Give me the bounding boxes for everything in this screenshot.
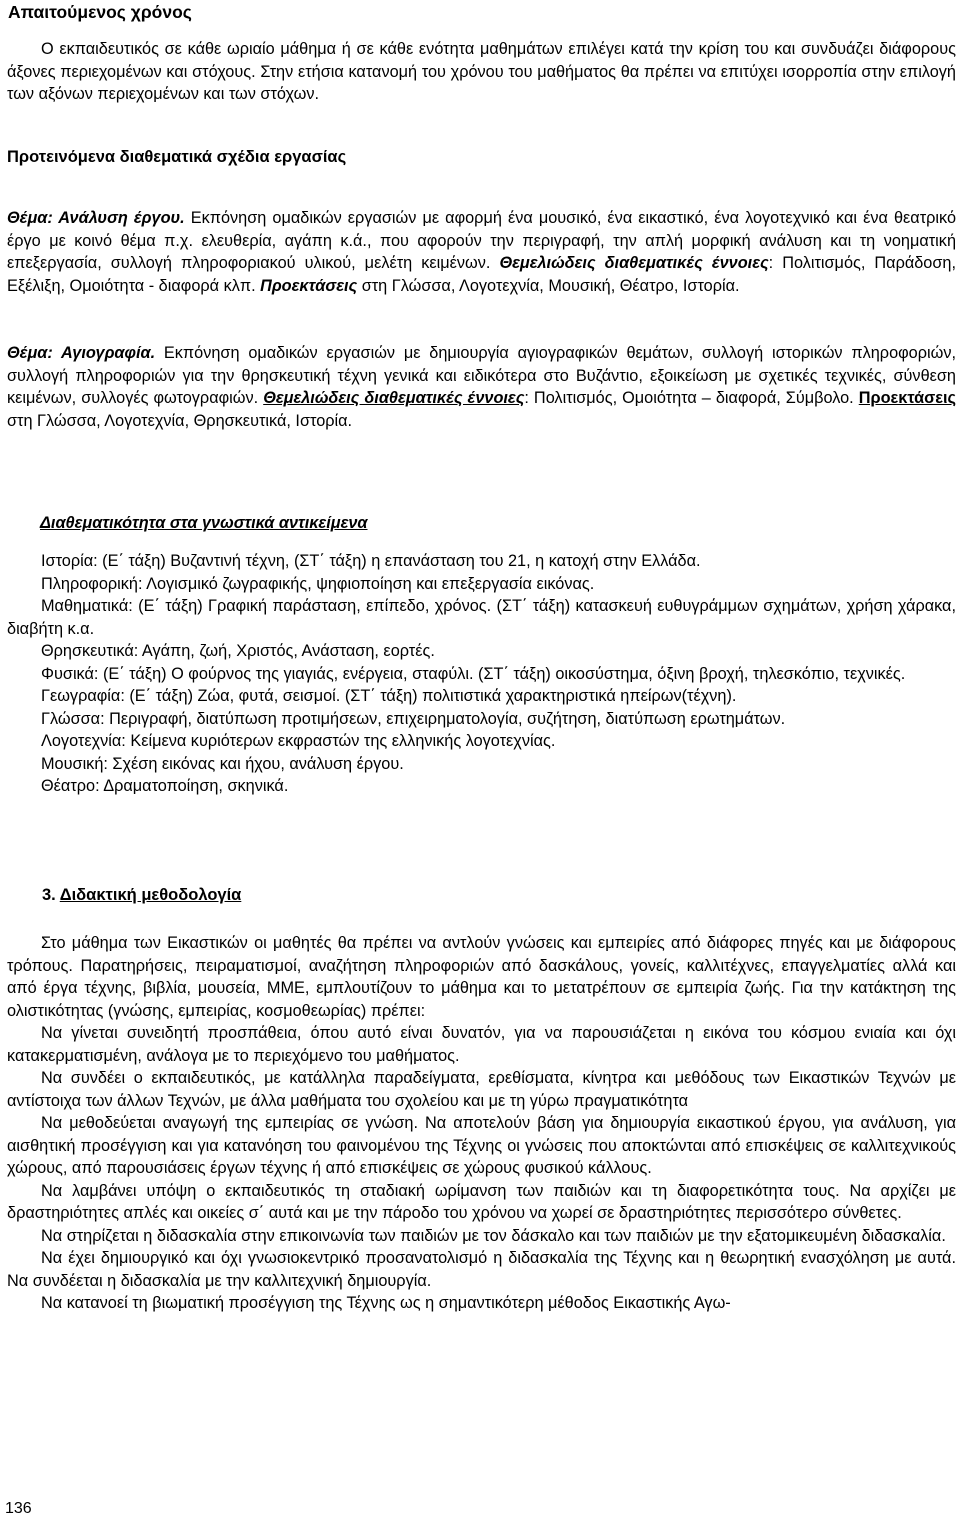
subjects-list [7, 550, 956, 798]
theme-analysis-ext-label: Προεκτάσεις [260, 276, 358, 295]
heading-method-title: Διδακτική μεθοδολογία [59, 886, 242, 904]
method-point: Να έχει δημιουργικό και όχι γνωσιοκεντρικό προσανατολισμό η διδασκαλία της Τέχνης και η θεωρητική ενασχόληση με αυτά. Να συνδέεται η διδασκαλία με την καλλιτεχνική δημιουργία. [7, 1249, 956, 1290]
method-point: Να συνδέει ο εκπαιδευτικός, με κατάλληλα παραδείγματα, ερεθίσματα, κίνητρα και μεθόδους των Εικαστικών Τεχνών με αντίστοιχα των άλλων Τεχνών, με άλλα μαθήματα του σχολείου και με τη γύρω πραγματικότητα [7, 1069, 956, 1110]
heading-required-time: Απαιτούμενος χρόνος [8, 2, 192, 22]
theme-iconography [7, 342, 956, 432]
theme-analysis-concepts: : Πολιτισμός, Παράδοση, Εξέλιξη, Ομοιότητα - διαφορά κλπ. [7, 254, 956, 295]
subject-physics: Φυσικά: (Ε΄ τάξη) Ο φούρνος της γιαγιάς, ενέργεια, σταφύλι. (ΣΤ΄ τάξη) οικοσύστημα, όξινη βροχή, τηλεσκόπιο, τεχνικές. [41, 664, 906, 683]
theme-analysis [7, 207, 956, 297]
heading-cross-curricular: Διαθεματικότητα στα γνωστικά αντικείμενα [40, 514, 368, 532]
subject-music: Μουσική: Σχέση εικόνας και ήχου, ανάλυση έργου. [41, 754, 404, 773]
subject-history: Ιστορία: (Ε΄ τάξη) Βυζαντινή τέχνη, (ΣΤ΄ τάξη) η επανάσταση του 21, η κατοχή στην Ελλάδα. [41, 552, 701, 570]
subject-literature: Λογοτεχνία: Κείμενα κυριότερων εκφραστών της ελληνικής λογοτεχνίας. [41, 732, 556, 750]
subject-geography: Γεωγραφία: (Ε΄ τάξη) Ζώα, φυτά, σεισμοί. (ΣΤ΄ τάξη) πολιτιστικά χαρακτηριστικά ηπείρων(τέχνη). [41, 687, 737, 705]
subject-mathematics: Μαθηματικά: (Ε΄ τάξη) Γραφική παράσταση, επίπεδο, χρόνος. (ΣΤ΄ τάξη) κατασκευή ευθυγράμμων σχημάτων, χρήση χάρακα, διαβήτη κ.α. [7, 597, 956, 638]
theme-iconography-concepts: : Πολιτισμός, Ομοιότητα – διαφορά, Σύμβολο. [524, 389, 859, 407]
theme-analysis-label: Θέμα: Ανάλυση έργου. [7, 209, 185, 227]
theme-iconography-concepts-label: Θεμελιώδεις διαθεματικές έννοιες [263, 389, 525, 407]
theme-analysis-ext: στη Γλώσσα, Λογοτεχνία, Μουσική, Θέατρο, Ιστορία. [357, 276, 740, 295]
subject-informatics: Πληροφορική: Λογισμικό ζωγραφικής, ψηφιοποίηση και επεξεργασία εικόνας. [41, 574, 595, 593]
theme-iconography-ext-label: Προεκτάσεις [858, 389, 956, 407]
heading-proposed-plans: Προτεινόμενα διαθεματικά σχέδια εργασίας [7, 148, 347, 166]
theme-iconography-label: Θέμα: Αγιογραφία. [7, 344, 156, 362]
method-intro: Στο μάθημα των Εικαστικών οι μαθητές θα πρέπει να αντλούν γνώσεις και εμπειρίες από διάφορες πηγές και με διάφορους τρόπους. Παρατηρήσεις, πειραματισμοί, αναζήτηση πληροφοριών από δασκάλους, γονείς, καλλιτέχνες, επαγγελματίες αλλά και από έργα τέχνης, βιβλία, μουσεία, ΜΜΕ, εμπλουτίζουν το μάθημα και το μετατρέπουν σε εμπειρία ζωής. Για την κατάκτηση της ολιστικότητας (γνώσης, εμπειρίας, κοσμοθεωρίας) πρέπει: [7, 934, 956, 1020]
page-number: 136 [5, 1500, 32, 1517]
method-point: Να γίνεται συνειδητή προσπάθεια, όπου αυτό είναι δυνατόν, για να παρουσιάζεται η εικόνα του κόσμου ενιαία και όχι κατακερματισμένη, ανάλογα με το περιεχόμενο του μαθήματος. [7, 1024, 956, 1065]
paragraph-time: Ο εκπαιδευτικός σε κάθε ωριαίο μάθημα ή σε κάθε ενότητα μαθημάτων επιλέγει κατά την κρίση του και συνδυάζει διάφορους άξονες περιεχομένων και στόχους. Στην ετήσια κατανομή του χρόνου του μαθήματος θα πρέπει να επιτύχει ισορροπία στην επιλογή των αξόνων περιεχομένων και των στόχων. [7, 40, 956, 103]
method-point: Να λαμβάνει υπόψη ο εκπαιδευτικός τη σταδιακή ωρίμανση των παιδιών και τη διαφορετικότητα τους. Να αρχίζει με δραστηριότητες απλές και οικείες σ΄ αυτά και με την πάροδο του χρόνου να χωρεί σε δραστηριότητες περισσότερο σύνθετες. [7, 1181, 956, 1222]
heading-teaching-method [42, 886, 241, 905]
heading-number: 3. [42, 886, 60, 904]
method-section [7, 932, 956, 1315]
theme-iconography-text: Εκπόνηση ομαδικών εργασιών με δημιουργία αγιογραφικών θεμάτων, συλλογή ιστορικών πληροφοριών, συλλογή πληροφοριών για την θρησκευτική τέχνη γενικά και ειδικότερα στο Βυζάντιο, εξοικείωση με σχετικές τεχνικές, σύνθεση κειμένων, συλλογές φωτογραφιών. [7, 344, 956, 407]
theme-iconography-ext: στη Γλώσσα, Λογοτεχνία, Θρησκευτικά, Ιστορία. [7, 411, 353, 430]
subject-theatre: Θέατρο: Δραματοποίηση, σκηνικά. [41, 777, 289, 795]
theme-analysis-concepts-label: Θεμελιώδεις διαθεματικές έννοιες [499, 254, 769, 272]
method-point: Να κατανοεί τη βιωματική προσέγγιση της Τέχνης ως η σημαντικότερη μέθοδος Εικαστικής Αγω- [41, 1294, 731, 1312]
subject-language: Γλώσσα: Περιγραφή, διατύπωση προτιμήσεων, επιχειρηματολογία, συζήτηση, διατύπωση ερωτημάτων. [41, 709, 786, 728]
method-point: Να στηρίζεται η διδασκαλία στην επικοινωνία των παιδιών με τον δάσκαλο και των παιδιών με την εξατομικευμένη διδασκαλία. [41, 1226, 946, 1245]
subject-religion: Θρησκευτικά: Αγάπη, ζωή, Χριστός, Ανάσταση, εορτές. [41, 642, 435, 660]
theme-analysis-text: Εκπόνηση ομαδικών εργασιών με αφορμή ένα μουσικό, ένα εικαστικό, ένα λογοτεχνικό και ένα θεατρικό έργο με κοινό θέμα π.χ. ελευθερία, αγάπη κ.ά., που αφορούν την περιγραφή, την απλή μορφική ανάλυση και τη νοηματική επεξεργασία, συλλογή πληροφοριακού υλικού, μελέτη κειμένων. [7, 209, 957, 272]
method-point: Να μεθοδεύεται αναγωγή της εμπειρίας σε γνώση. Να αποτελούν βάση για δημιουργία εικαστικού έργου, για ανάλυση, για αισθητική προσέγγιση και για κατανόηση του φαινομένου της Τέχνης οι γνώσεις που αποκτώνται από επισκέψεις σε καλλιτεχνικούς χώρους, από παρουσιάσεις έργων τέχνης ή από επισκέψεις σε χώρους φυσικού κάλλους. [7, 1114, 956, 1177]
